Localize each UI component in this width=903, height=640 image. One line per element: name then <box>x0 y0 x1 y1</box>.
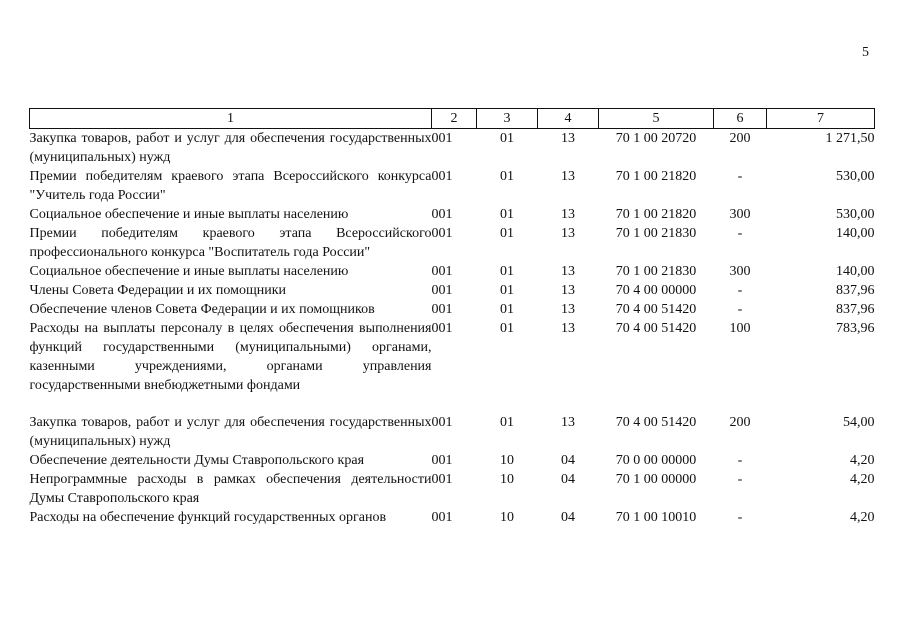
row-ministry-code: 001 <box>431 283 453 298</box>
table-row <box>30 470 875 508</box>
row-description: Расходы на обеспечение функций государственных органов <box>29 510 387 525</box>
row-expense-type: 100 <box>729 321 751 336</box>
row-subsection: 13 <box>561 415 575 430</box>
row-target-item: 70 1 00 10010 <box>615 510 697 525</box>
row-description: Обеспечение членов Совета Федерации и их помощников <box>29 302 375 317</box>
column-header: 6 <box>714 109 767 129</box>
page-number: 5 <box>862 45 869 60</box>
row-expense-type: 200 <box>729 131 751 146</box>
row-amount: 4,20 <box>850 510 875 525</box>
row-target-item: 70 1 00 21820 <box>615 169 697 184</box>
row-subsection: 04 <box>561 510 575 525</box>
row-subsection: 13 <box>561 131 575 146</box>
row-subsection: 04 <box>561 453 575 468</box>
table-row <box>30 167 875 205</box>
row-subsection: 13 <box>561 321 575 336</box>
row-expense-type: - <box>737 510 743 525</box>
row-expense-type: - <box>737 472 743 487</box>
row-section: 01 <box>500 226 514 241</box>
row-section: 01 <box>500 283 514 298</box>
column-header: 5 <box>599 109 714 129</box>
column-header: 7 <box>767 109 875 129</box>
row-target-item: 70 4 00 00000 <box>615 283 697 298</box>
row-section: 10 <box>500 472 514 487</box>
row-section: 01 <box>500 169 514 184</box>
row-expense-type: 200 <box>729 415 751 430</box>
row-description: Закупка товаров, работ и услуг для обеспечения государственных (муниципальных) нужд <box>29 415 432 449</box>
row-expense-type: - <box>737 302 743 317</box>
table-row <box>30 319 875 395</box>
table-row <box>30 205 875 224</box>
row-section: 01 <box>500 207 514 222</box>
row-description: Члены Совета Федерации и их помощники <box>29 283 287 298</box>
row-target-item: 70 4 00 51420 <box>615 302 697 317</box>
row-ministry-code: 001 <box>431 510 453 525</box>
row-amount: 783,96 <box>836 321 875 336</box>
row-target-item: 70 1 00 21830 <box>615 226 697 241</box>
row-description: Расходы на выплаты персоналу в целях обеспечения выполнения функций государственными (муниципальными) органами, казенными учреждениями, органами управления государственными внебюджетными фондами <box>29 321 432 393</box>
row-subsection: 13 <box>561 169 575 184</box>
row-section: 01 <box>500 264 514 279</box>
row-section: 01 <box>500 321 514 336</box>
budget-table <box>29 108 875 527</box>
row-section: 01 <box>500 131 514 146</box>
row-subsection: 13 <box>561 264 575 279</box>
row-target-item: 70 4 00 51420 <box>615 321 697 336</box>
row-target-item: 70 0 00 00000 <box>615 453 697 468</box>
row-ministry-code: 001 <box>431 321 453 336</box>
row-ministry-code: 001 <box>431 169 453 184</box>
row-subsection: 13 <box>561 302 575 317</box>
column-header: 3 <box>477 109 538 129</box>
row-subsection: 13 <box>561 283 575 298</box>
table-row <box>30 262 875 281</box>
row-section: 10 <box>500 453 514 468</box>
table-row <box>30 413 875 451</box>
row-description: Обеспечение деятельности Думы Ставропольского края <box>29 453 365 468</box>
table-row <box>30 281 875 300</box>
column-header: 4 <box>538 109 599 129</box>
row-section: 01 <box>500 302 514 317</box>
row-description: Премии победителям краевого этапа Всероссийского конкурса "Учитель года России" <box>29 169 432 203</box>
row-amount: 837,96 <box>836 283 875 298</box>
row-section: 01 <box>500 415 514 430</box>
row-expense-type: 300 <box>729 207 751 222</box>
row-ministry-code: 001 <box>431 453 453 468</box>
row-ministry-code: 001 <box>431 226 453 241</box>
table-row <box>30 508 875 527</box>
row-subsection: 13 <box>561 207 575 222</box>
row-amount: 54,00 <box>843 415 875 430</box>
table-row <box>30 300 875 319</box>
row-target-item: 70 1 00 21830 <box>615 264 697 279</box>
row-expense-type: - <box>737 226 743 241</box>
row-target-item: 70 1 00 21820 <box>615 207 697 222</box>
row-description: Непрограммные расходы в рамках обеспечения деятельности Думы Ставропольского края <box>29 472 432 506</box>
row-subsection: 13 <box>561 226 575 241</box>
row-amount: 530,00 <box>836 169 875 184</box>
row-ministry-code: 001 <box>431 472 453 487</box>
table-row <box>30 129 875 168</box>
row-ministry-code: 001 <box>431 415 453 430</box>
row-amount: 140,00 <box>836 226 875 241</box>
row-expense-type: 300 <box>729 264 751 279</box>
row-target-item: 70 1 00 00000 <box>615 472 697 487</box>
row-ministry-code: 001 <box>431 207 453 222</box>
row-description: Закупка товаров, работ и услуг для обеспечения государственных (муниципальных) нужд <box>29 131 432 165</box>
table-row <box>30 224 875 262</box>
row-amount: 530,00 <box>836 207 875 222</box>
row-description: Премии победителям краевого этапа Всероссийского профессионального конкурса "Воспитатель года России" <box>29 226 432 260</box>
row-amount: 837,96 <box>836 302 875 317</box>
row-ministry-code: 001 <box>431 302 453 317</box>
row-subsection: 04 <box>561 472 575 487</box>
row-amount: 4,20 <box>850 453 875 468</box>
row-ministry-code: 001 <box>431 264 453 279</box>
row-target-item: 70 1 00 20720 <box>615 131 697 146</box>
table-header-row <box>30 109 875 129</box>
row-expense-type: - <box>737 283 743 298</box>
table-row <box>30 451 875 470</box>
row-description: Социальное обеспечение и иные выплаты населению <box>29 207 349 222</box>
row-amount: 140,00 <box>836 264 875 279</box>
row-target-item: 70 4 00 51420 <box>615 415 697 430</box>
row-section: 10 <box>500 510 514 525</box>
row-amount: 1 271,50 <box>825 131 875 146</box>
row-amount: 4,20 <box>850 472 875 487</box>
row-spacer <box>30 395 875 413</box>
row-expense-type: - <box>737 453 743 468</box>
row-ministry-code: 001 <box>431 131 453 146</box>
row-expense-type: - <box>737 169 743 184</box>
row-description: Социальное обеспечение и иные выплаты населению <box>29 264 349 279</box>
column-header: 1 <box>30 109 432 129</box>
column-header: 2 <box>432 109 477 129</box>
